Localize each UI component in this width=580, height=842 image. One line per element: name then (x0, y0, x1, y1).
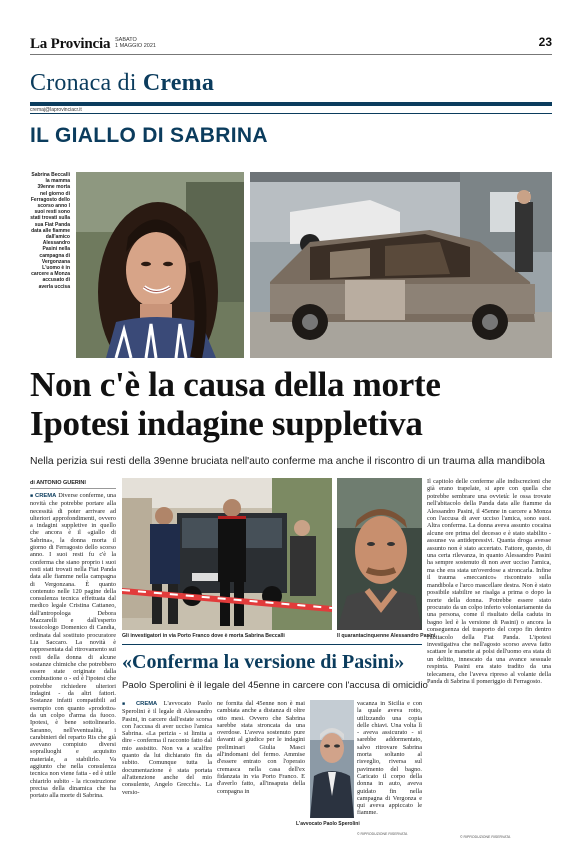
box-copyright: © RIPRODUZIONE RISERVATA (357, 832, 408, 836)
box-subhead: Paolo Sperolini è il legale del 45enne in carcere con l'accusa di omicidio (122, 680, 428, 691)
suspect-caption: Il quarantacinquenne Alessandro Pasini (337, 633, 436, 639)
article-copyright: © RIPRODUZIONE RISERVATA (460, 835, 511, 839)
page-number: 23 (538, 35, 552, 49)
main-subhead: Nella perizia sui resti della 39enne bruciata nell'auto conferme ma anche il riscontro di un trauma alla mandibola (30, 456, 545, 467)
header-rule (30, 54, 552, 55)
box-column-1: ■ CREMA L'avvocato Paolo Sperolini è il legale di Alessandro Pasini, in carcere dall'estate scorsa con l'accusa di aver ucciso l'amica Sabrina. «La perizia - si limita a dire - conferma il racconto fatto dal mio assistito. Non va a scalfire quanto da lui dichiarato fin da subito. Comunque tutta la documentazione è stata portata all'attenzione anche del mio consulente, Angelo Grecchi». La versio- (122, 700, 212, 838)
photo-side-caption: Sabrina Beccalli la mamma 39enne morta nel giorno di Ferragosto dello scorso anno I suoi resti sono stati trovati sulla sua Fiat Panda data alle fiamme dall'amico Alessandro Pasini nella campagna di Vergonzana L'uomo è in carcere a Monza accusato di averla uccisa (30, 172, 70, 290)
masthead: La Provincia (30, 36, 111, 52)
box-column-3: vacanza in Sicilia e con la quale aveva rotto, utilizzando una copia delle chiavi. Una volta lì - aveva assicurato - si sarebbe addormentato, salvo ritrovare Sabrina morta soltanto al risveglio, riversa sul pavimento del bagno. Caricato il corpo della donna in auto, aveva guidato fin nella campagna di Vergonza e qui aveva appiccato le fiamme. (357, 700, 422, 817)
investigators-caption: Gli investigatori in via Porto Franco dove è morta Sabrina Beccalli (122, 633, 285, 639)
byline: di ANTONIO GUERINI (30, 480, 86, 486)
burned-car-photo (250, 172, 552, 358)
article-column-1: ■ CREMA Diverse conferme, una novità che potrebbe portare alla necessità di poter arrivare ad ulteriori approfondimenti, ovvero a indagini suppletive in quello che ancora è il «giallo di Sabrina», la donna morta il giorno di Ferragosto dello scorso anno. I suoi resti fu c'è la conferma che siano proprio i suoi resti stati trovati nella Fiat Panda data alle fiamme nella campagna di Vergonzana. È quanto contenuto nelle 120 pagine della consulenza tecnica effettuata dal medico legale Cristina Cattaneo, dall'antropologa Debora Mazzarelli e dall'esperto tossicologo Domenico di Candia, ordinata dal sostituto procuratore Lia Saccaro. La novità è rappresentata dal ritrovamento sui resti della donna di alcune sostanze chimiche che potrebbero essere state originate dalla combustione o - ed è l'ipotesi che potrebbe richiedere ulteriori indagini - da altri fattori. Sostanze infatti compatibili ad esempio con quanto «prodotto» da un colpo d'arma da fuoco. Ipotesi, è bene sottolinearlo. Saranno, nell'eventualità, i carabinieri del reparto Ris che già avevano compiuto diversi sopralluoghi e acquisito materiale, a stabilirlo. Va aggiunto che nella consulenza tecnica non viene fatta - ed è utile chiarirlo subito - la ricostruzione precisa della dinamica che ha portato alla morte di Sabrina. (30, 492, 116, 838)
box-lead: ■ CREMA (122, 701, 157, 707)
article-lead: ■ CREMA (30, 493, 56, 499)
box-headline: «Conferma la versione di Pasini» (122, 651, 405, 673)
byline-rule (30, 488, 116, 489)
suspect-photo (337, 478, 422, 630)
investigators-photo (122, 478, 332, 630)
lawyer-photo (310, 700, 354, 818)
article-column-right: Il capitolo delle conferme alle indiscrezioni che già erano trapelate, si apre con quella che potrebbe sembrare una ovvietà: le ossa trovate nell'abitacolo della Panda data alle fiamme da Alessandro Pasini, il 45enne in carcere a Monza con l'accusa di aver ucciso l'amica, sono suoi. Altra conferma. La donna aveva assunto cocaina alcune ore prima del decesso e è stato stabilito - assunse va antidepressivi. Quanta droga avesse assunto non è stato accertato. Fattore, questo, di una certa rilevanza, in quanto Alessandro Pasini ha sempre sostenuto di non aver ucciso l'amica, ma che era stata un'overdose a stroncarla. Infine il trauma «meccanico» riscontrato sulla mandibola e l'arco mascellare destra. Non è stato possibile stabilire se risalga a prima o dopo la morte della donna. Potrebbe essere stato procurato da un colpo inferto volontariamente da una persona, come il risultato della caduta in bagno led è la versione di Pasini) o ancora la conseguenza del trasporto del corpo fin dentro l'abitacolo della Fiat Panda. L'ipotesi investigativa che nell'agosto scorso aveva fatto scattare le manette ai polsi dell'uomo era stata di un delitto, innescato da una avance sessuale respinta. Pasini era stato tradito da una telecamera, che l'aveva ripreso al volante della Panda di Sabrina il pomeriggio di Ferragosto. (427, 478, 551, 685)
section-bar (30, 102, 552, 106)
victim-photo (76, 172, 244, 358)
section-email[interactable]: cremaj@laprovinciacr.it (30, 107, 82, 113)
issue-date: SABATO 1 MAGGIO 2021 (115, 37, 156, 49)
section-title: Cronaca di Crema (30, 70, 215, 96)
box-rule (122, 644, 422, 645)
box-column-2: ne fornita dal 45enne non è mai cambiata anche a distanza di oltre otto mesi. Ovvero che Sabrina sarebbe stata stroncata da una overdose. L'aveva sostenuto pure davanti al giudice per le indagini preliminari Giulia Masci all'indomani del fermo. Ammise d'essere entrato con l'operaio cremasca nella casa dell'ex fidanzata in via Porto Franco. E d'averlo fatto, all'insaputa della compagna in (217, 700, 305, 795)
main-headline: Non c'è la causa della morte Ipotesi indagine suppletiva (30, 365, 441, 443)
kicker: IL GIALLO DI SABRINA (30, 124, 268, 147)
lawyer-caption: L'avvocato Paolo Sperolini (296, 821, 360, 827)
section-rule (30, 113, 552, 114)
